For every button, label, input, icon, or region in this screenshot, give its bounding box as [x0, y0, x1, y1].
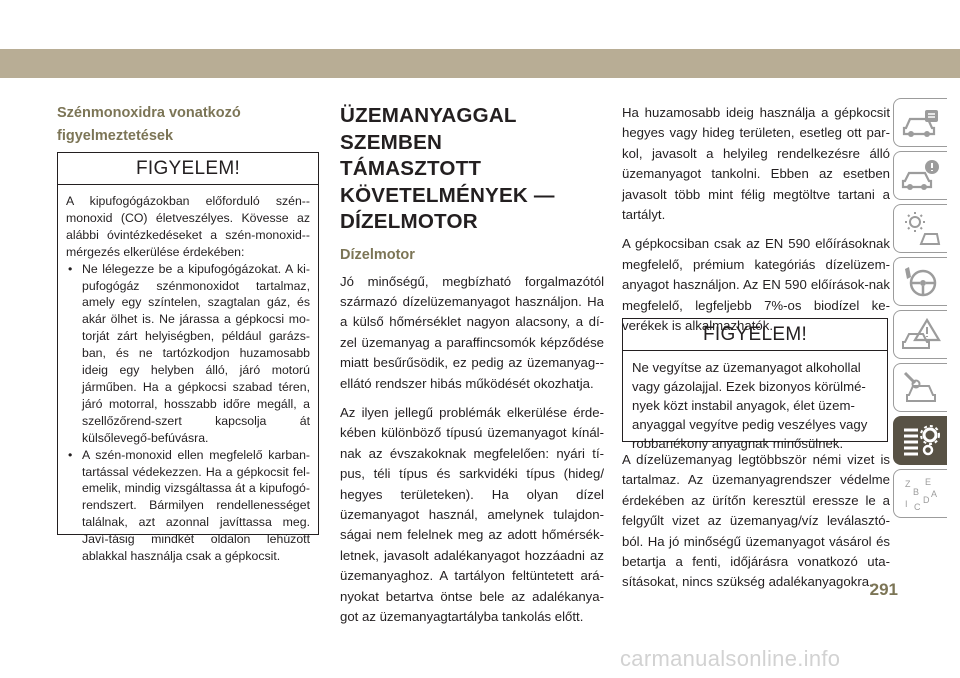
svg-text:B: B	[912, 486, 919, 497]
section-title-line: DÍZELMOTOR	[340, 210, 478, 233]
section-title-line: ÜZEMANYAGGAL SZEMBEN	[340, 104, 517, 154]
tab-specifications[interactable]	[893, 416, 947, 465]
body-paragraph: A gépkocsiban csak az EN 590 előírásoknak megfelelő, prémium kategóriás dízelüzem-anyagot használjon. Az EN 590 előírások-nak megfelelő, legfeljebb 7%-os biodízel ke-verékek is alkalmazhatók.	[622, 236, 890, 334]
svg-text:I: I	[904, 498, 908, 509]
right-column-lower	[622, 450, 890, 602]
warning-intro: A kipufogógázokban előforduló szén--monoxid (CO) életveszélyes. Kövesse az alábbi óvintézkedéseket a szén-monoxid--mérgezés elkerülése érdekében:	[66, 194, 310, 259]
body-paragraph: A dízelüzemanyag legtöbbször némi vizet is tartalmaz. Az üzemanyagrendszer védelme érdekében az ürítőn keresztül eressze le a felgyűlt vizet az üzemanyag/víz leválasztó-ból. Ha jó minőségű üzemanyagot vásárol és betartja a fenti, időjárásra vonatkozó uta-sításokat, nincs szükség adalékanyagokra.	[622, 452, 890, 590]
section-title-line: TÁMASZTOTT	[340, 157, 482, 180]
header-band	[0, 49, 960, 78]
subsection-heading: Dízelmotor	[340, 246, 415, 263]
warning-body	[58, 185, 318, 565]
watermark: carmanualsonline.info	[620, 646, 841, 671]
tab-dashboard[interactable]	[893, 204, 947, 253]
section-heading-line1: Szénmonoxidra vonatkozó	[57, 105, 241, 121]
svg-text:E: E	[924, 476, 931, 487]
tab-service[interactable]	[893, 363, 947, 412]
index-letters-icon	[901, 475, 941, 513]
warning-triangle-car-icon	[901, 316, 941, 354]
body-paragraph: Jó minőségű, megbízható forgalmazótól származó dízelüzemanyagot használjon. Ha a külső hőmérséklet nagyon alacsony, a dí-zel üzemanyag a paraffincsomók képződése miatt besűrűsödik, ez pedig az üzemanyag--ellátó rendszer hibás működését okozhatja.	[340, 273, 604, 391]
tab-controls[interactable]	[893, 257, 947, 306]
svg-text:A: A	[930, 488, 937, 499]
wrench-car-icon	[901, 369, 941, 407]
carbon-monoxide-warning-box	[57, 152, 319, 564]
warning-title: FIGYELEM!	[58, 153, 318, 185]
steering-controls-icon	[901, 263, 941, 301]
warning-title: FIGYELEM!	[623, 319, 887, 351]
svg-text:D: D	[922, 494, 929, 505]
tab-index[interactable]	[893, 469, 947, 518]
warning-bullet: • Ne lélegezze be a kipufogógázokat. A ki-pufogógáz szénmonoxidot tartalmaz, amely egy színtelen, szagtalan gáz, és akár ölhet is. Ne járassa a gépkocsi mo-torját zárt helyiségben, például garázs-ban, és ne tartózkodjon huzamosabb ideig egy helyben álló, járó motorú járműben. Ha a gépkocsi szabad téren, járó motorral, hosszabb időre megáll, a szellőzőrend-szert kapcsolja át külsőlevegő-befúvásra.	[66, 261, 310, 447]
warning-text: Ne vegyítse az üzemanyagot alkohollal vagy gázolajjal. Ezek bizonyos körülmé-nyek közt instabil anyagok, élet üzem-anyaggal vegyítve pedig veszélyes vagy robbanékony anyagnak minősülnek.	[632, 360, 868, 451]
section-title	[340, 103, 604, 236]
car-info-icon	[901, 104, 941, 142]
tab-vehicle-alert[interactable]	[893, 151, 947, 200]
specifications-gear-icon	[901, 422, 941, 460]
svg-text:C: C	[913, 501, 920, 512]
fuel-mixing-warning-box	[622, 318, 888, 451]
car-alert-icon	[901, 157, 941, 195]
dashboard-lights-icon	[901, 210, 941, 248]
chapter-tabs	[893, 98, 947, 522]
page-number: 291	[869, 580, 898, 599]
section-heading-line2: figyelmeztetések	[57, 128, 174, 144]
warning-bullet-list	[66, 261, 310, 565]
tab-emergency[interactable]	[893, 310, 947, 359]
tab-vehicle-info[interactable]	[893, 98, 947, 147]
middle-column	[340, 103, 604, 636]
right-column	[622, 103, 890, 345]
svg-text:Z: Z	[904, 478, 910, 489]
section-title-line: KÖVETELMÉNYEK —	[340, 183, 555, 207]
body-paragraph: Ha huzamosabb ideig használja a gépkocsit hegyes vagy hideg területen, esetleg ott par-kol, javasolt a helyileg rendelkezésre álló üzemanyagot tankolni. Ebben az esetben javasolt több mint félig megtöltve tartani a tartályt.	[622, 105, 890, 223]
left-column	[57, 102, 321, 148]
body-paragraph: Az ilyen jellegű problémák elkerülése érde-kében különböző típusú üzemanyagot kínál-nak az évszakoknak megfelelően: nyári tí-pus, téli típus és sarkvidéki típus (hideg/ hegyes területeken). Ha olyan dízel üzemanyagot használ, amelynek tulajdon-ságai nem felelnek meg az adott hőmérsék-letnek, javasolt adalékanyagot hozzáadni az üzemanyaghoz. A tartályon feltüntetett ará-nyokat betartva öntse bele az adalékanya-got az üzemanyagtartályba tankolás előtt.	[340, 404, 604, 624]
warning-bullet: • A szén-monoxid ellen megfelelő karban-tartással védekezzen. Ha a gépkocsit fel-emelik, mindig vizsgáltassa át a kipufogó-rendszert. Bármilyen rendellenességet találnak, azt azonnal javíttassa meg. Javí-tásig mindkét oldalon lehúzott ablakkal használja csak a gépkocsit.	[66, 447, 310, 565]
